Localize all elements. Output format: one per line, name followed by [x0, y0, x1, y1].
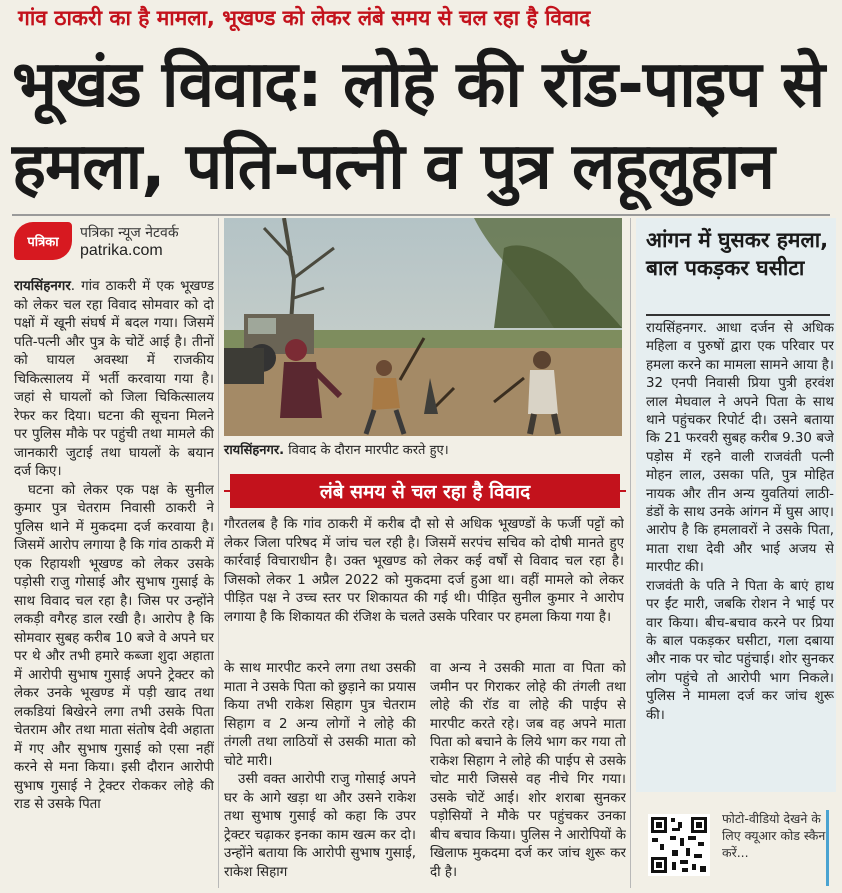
- byline-site: patrika.com: [80, 242, 163, 259]
- column-1-para-1: [14, 278, 214, 482]
- qr-scan-text: फोटो-वीडियो देखने के लिए क्यूआर कोड स्कैन करें...: [722, 810, 829, 886]
- sidebar-para-1: रायसिंहनगर. आधा दर्जन से अधिक महिला व पुरुषों द्वारा एक परिवार पर हमला करने का मामला सामने आया है। 32 एनपी निवासी प्रिया पुत्री हरवंश लाल मेघवाल ने अपने पिता के साथ थाने पहुंचकर रिपोर्ट दी। उसने बताया कि 21 फरवरी सुबह करीब 9.30 बजे पड़ोस में रहने वाली राजवंती पत्नी मोहन लाल, उसका पति, पुत्र मोहित नायक और तीन अन्य युवतियां लाठी-डंडों के साथ उनके आंगन में घुस आए। आरोप है कि हमलावरों ने उसके पिता, माता राधा देवी और भाई अजय से मारपीट की।: [646, 321, 834, 576]
- patrika-logo: पत्रिका: [14, 222, 72, 260]
- sidebar-rule: [646, 314, 830, 316]
- middle-paragraph: [224, 516, 624, 654]
- middle-para: गौरतलब है कि गांव ठाकरी में करीब दौ सो से अधिक भूखण्डों के फर्जी पट्टों को लेकर जिला परिषद में जांच चल रही है। जिसमें सरपंच सचिव को दोषी मानते हुए कार्रवाई विचाराधीन है। उक्त भूखण्ड को लेकर कई वर्षों से विवाद चल रहा है। जिसको लेकर 1 अप्रैल 2022 को मुकदमा दर्ज हुआ था। वहीं मामले को लेकर पीड़ित पक्ष ने उच्च स्तर पर शिकायत की गई थी। पीड़ित सुनील कुमार ने आरोप लगाया है कि शिकायत की रंजिश के चलते उसके परिवार पर हमला किया गया है।: [224, 517, 624, 625]
- sidebar-headline: आंगन में घुसकर हमला, बाल पकड़कर घसीटा: [646, 228, 829, 280]
- headline-rule: [12, 214, 830, 216]
- dateline: रायसिंहनगर: [14, 279, 71, 294]
- column-1-para-2: घटना को लेकर एक पक्ष के सुनील कुमार पुत्र चेतराम निवासी ठाकरी ने पुलिस थाने में मुकदमा दर्ज करवाया है। जिसमें आरोप लगाया है कि गांव ठाकरी में एक रिहायशी भूखण्ड को लेकर उसके पड़ोसी राजु गोसाई और सुभाष गुसाई के साथ विवाद चल रहा है। जिस पर उन्होंने लकड़ी वगैरह डाल रखी है। आरोप है कि सोमवार सुबह करीब 10 बजे वे अपने घर पर थे और तभी हमारे कब्जा शुदा अहाता में आरोपी सुभाष गुसाई अपने ट्रेक्टर को लेकर उनके भूखण्ड में पड़ी खाद तथा लकडियां बिखेरने लगा तभी उसके पिता चेतराम और तथा माता संतोष देवी अहाता में गए और सुभाष गुसाई को एसा नहीं करने से मना किया। इसी दौरान आरोपी सुभाष गुसाई ने ट्रेक्टर रोककर लोहे की राड से उसके पिता: [14, 482, 214, 812]
- column-divider: [218, 218, 219, 888]
- column-2: [224, 660, 416, 888]
- column-3-para: वा अन्य ने उसकी माता वा पिता को जमीन पर गिराकर लोहे की तंगली तथा लोहे की रॉड वा लोहे की पाईप से मारपीट करते रहे। जब वह अपने माता पिता को बचाने के लिये भाग कर गया तो राकेश सिहाग ने लोहे की पाईप से उसके चोट मारी जिससे वह नीचे गिर गया। उसके चोटें आई। शोर शराबा सुनकर पड़ोसियों ने मौके पर पहुंचकर उनका बीच बचाव किया। पुलिस ने आरोपियों के खिलाफ मुकदमा दर्ज कर जांच शुरू कर दी है।: [430, 661, 626, 880]
- column-2-para-2: उसी वक्त आरोपी राजु गोसाई अपने घर के आगे खड़ा था और उसने राकेश तथा सुभाष गुसाई को कहा कि उपर ट्रेक्टर चढ़ाकर इनका काम खत्म कर दो। उन्होंने बताया कि आरोपी सुभाष गुसाई, राकेश सिहाग: [224, 772, 416, 880]
- kicker-headline: गांव ठाकरी का है मामला, भूखण्ड को लेकर लंबे समय से चल रहा है विवाद: [18, 6, 591, 30]
- byline-network: पत्रिका न्यूज नेटवर्क: [80, 225, 179, 241]
- column-1-para-1-text: . गांव ठाकरी में एक भूखण्ड को लेकर चल रहा विवाद सोमवार को दो पक्षों में खूनी संघर्ष में बदल गया। जिसमें पति-पत्नी और पुत्र के चोटें आई है। तीनों को घायल अवस्था में राजकीय चिकित्सालय में भर्ती करवाया गया है। जहां से घायलों को जिला चिकित्सालय रेफर कर दिया। घटना की सूचना मिलने पर पुलिस मौके पर पहुंची तथा मामले की जानकारी जुटाई तथा घायलों के बयान दर्ज किए।: [14, 279, 214, 479]
- sidebar-text: [646, 320, 834, 790]
- column-2-para-1: के साथ मारपीट करने लगा तथा उसकी माता ने उसके पिता को छुड़ाने का प्रयास किया तभी राकेश सिहाग पुत्र चेतराम सिहाग व 2 अन्य लोगों ने लोहे की तंगली तथा लाठियों से उसकी माता को चोटे मारी।: [224, 661, 416, 769]
- qr-code-icon[interactable]: [648, 814, 710, 876]
- headline-line-2: हमला, पति-पत्नी व पुत्र लहूलुहान: [12, 130, 774, 204]
- sidebar-para-2: राजवंती के पति ने पिता के बाएं हाथ पर ईंट मारी, जबकि रोशन ने भाई पर वार किया। बीच-बचाव करने पर प्रिया के बाल पकड़कर घसीटा, गला दबाया और नाक पर चोट पहुंचाई। शोर सुनकर लोग पहुंचे तो आरोपी भाग निकले। पुलिस ने मामला दर्ज कर जांच शुरू की।: [646, 578, 834, 723]
- subhead-banner: लंबे समय से चल रहा है विवाद: [230, 474, 620, 508]
- caption-place: रायसिंहनगर.: [224, 443, 285, 458]
- main-headline: [12, 44, 832, 208]
- headline-line-1: भूखंड विवाद: लोहे की रॉड-पाइप से: [12, 48, 825, 122]
- fight-scene-image: [224, 218, 622, 436]
- column-3: [430, 660, 626, 888]
- news-photo: [224, 218, 622, 436]
- caption-text: विवाद के दौरान मारपीट करते हुए।: [288, 443, 449, 458]
- photo-caption: [224, 438, 622, 464]
- column-divider: [630, 218, 631, 888]
- column-1: [14, 278, 214, 888]
